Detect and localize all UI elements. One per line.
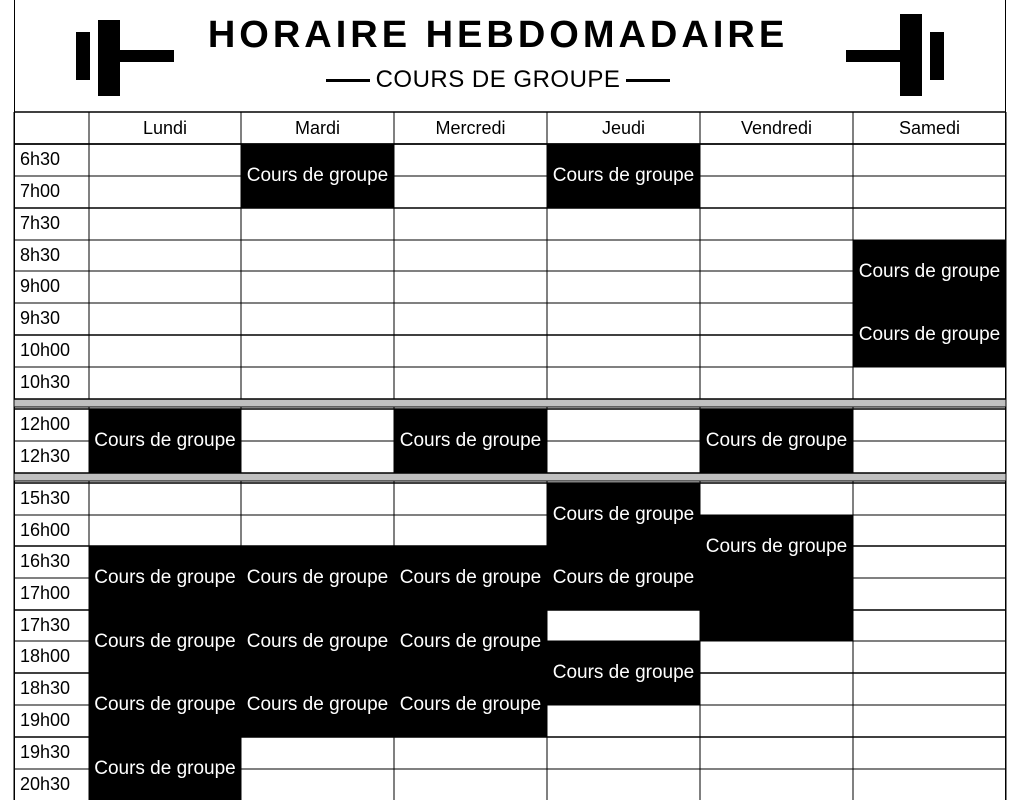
time-label: 7h30 (20, 213, 61, 233)
time-label: 15h30 (20, 488, 71, 508)
time-label: 7h00 (20, 181, 61, 201)
time-label: 19h00 (20, 710, 71, 730)
page-title: HORAIRE HEBDOMADAIRE (207, 14, 789, 56)
subtitle-text: COURS DE GROUPE (375, 66, 621, 93)
time-label: 6h30 (20, 149, 61, 169)
time-label: 12h30 (20, 446, 71, 466)
class-label: Cours de groupe (246, 165, 389, 186)
class-label: Cours de groupe (246, 630, 389, 652)
time-label: 10h30 (20, 372, 71, 392)
time-label: 12h00 (20, 414, 71, 434)
time-label: 16h00 (20, 520, 71, 540)
day-header-samedi: Samedi (898, 118, 961, 138)
class-label: Cours de groupe (94, 430, 236, 451)
class-label: Cours de groupe (552, 567, 695, 588)
class-label: Cours de groupe (858, 261, 1001, 282)
day-header-jeudi: Jeudi (601, 118, 646, 138)
time-label: 9h00 (20, 276, 61, 296)
class-label: Cours de groupe (94, 694, 236, 715)
time-label: 9h30 (20, 308, 61, 328)
class-label: Cours de groupe (399, 567, 542, 588)
day-header-mardi: Mardi (294, 118, 340, 138)
time-label: 20h30 (20, 774, 71, 794)
day-header-mercredi: Mercredi (435, 118, 506, 138)
class-label: Cours de groupe (552, 662, 695, 683)
time-label: 8h30 (20, 245, 61, 265)
time-label: 17h30 (20, 615, 71, 635)
class-label: Cours de groupe (858, 324, 1001, 345)
class-label: Cours de groupe (94, 630, 236, 652)
section-separator (14, 399, 1006, 407)
time-label: 18h00 (20, 646, 71, 666)
class-label: Cours de groupe (246, 567, 389, 588)
section-separator (14, 473, 1006, 481)
class-label: Cours de groupe (246, 694, 389, 715)
time-label: 19h30 (20, 742, 71, 762)
class-label: Cours de groupe (399, 630, 542, 652)
day-header-lundi: Lundi (142, 118, 188, 138)
class-label: Cours de groupe (399, 430, 542, 451)
class-label: Cours de groupe (705, 430, 848, 451)
time-label: 10h00 (20, 340, 71, 360)
class-label: Cours de groupe (94, 567, 236, 588)
time-label: 16h30 (20, 551, 71, 571)
class-label: Cours de groupe (94, 757, 236, 779)
time-label: 17h00 (20, 583, 71, 603)
class-label: Cours de groupe (552, 503, 695, 525)
class-label: Cours de groupe (399, 694, 542, 715)
day-header-vendredi: Vendredi (740, 118, 813, 138)
class-label: Cours de groupe (552, 165, 695, 186)
time-label: 18h30 (20, 678, 71, 698)
class-label: Cours de groupe (705, 536, 848, 557)
